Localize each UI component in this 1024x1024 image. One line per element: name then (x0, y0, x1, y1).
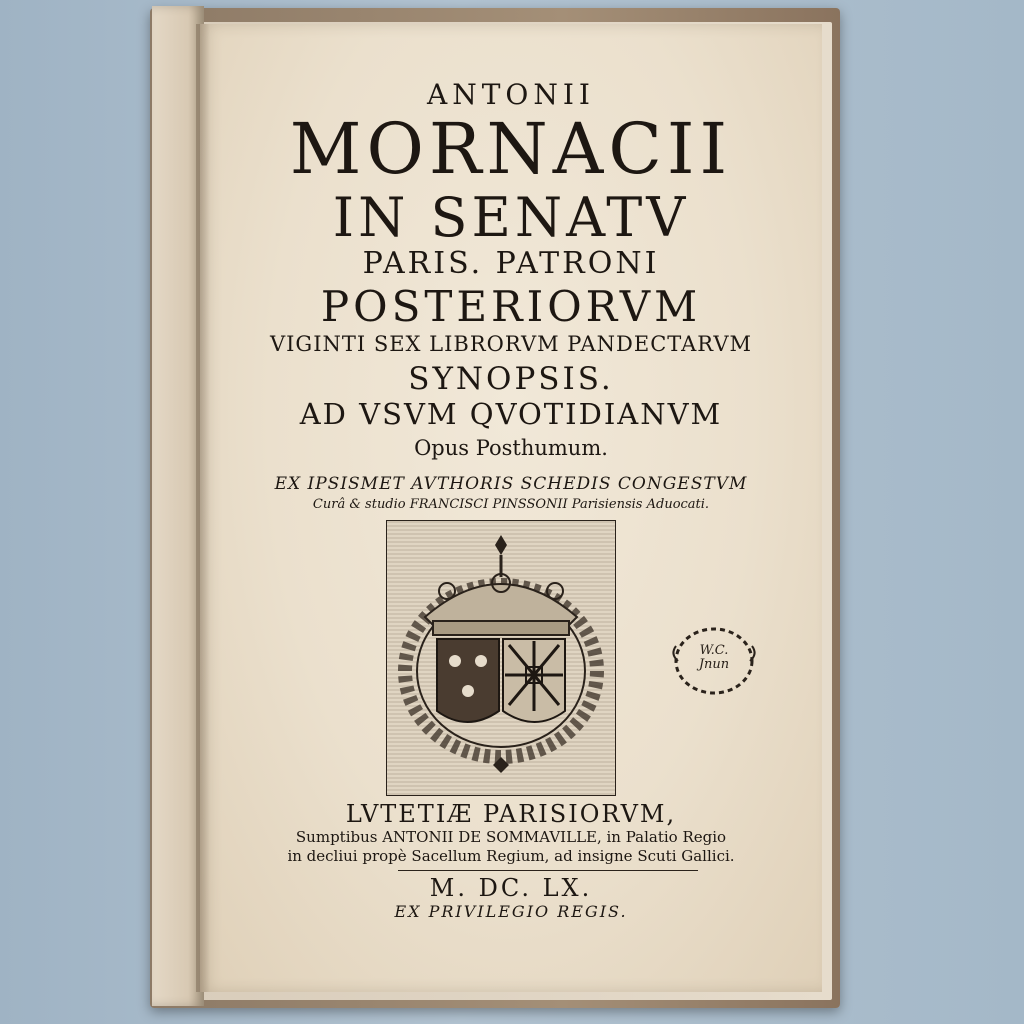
title-line-posteriorum: POSTERIORVM (320, 282, 702, 331)
title-line-ad-usum: AD VSVM QVOTIDIANVM (299, 397, 723, 431)
author-first-name: ANTONII (427, 78, 595, 111)
imprint-rule (398, 870, 698, 871)
ownership-stamp (668, 618, 760, 704)
stamp-line-2: Jnun (698, 657, 730, 672)
title-line-synopsis: SYNOPSIS. (408, 361, 614, 397)
title-line-ex-ipsismet: EX IPSISMET AVTHORIS SCHEDIS CONGESTVM (274, 474, 748, 494)
title-line-paris-patroni: PARIS. PATRONI (362, 246, 660, 281)
imprint-place: LVTETIÆ PARISIORVM, (345, 800, 677, 828)
stamp-monogram (682, 644, 746, 672)
royal-arms-france-navarre-icon (387, 521, 615, 795)
stamp-line-1: W.C. (699, 643, 729, 658)
royal-arms-engraving (386, 520, 616, 796)
imprint-publisher-line: Sumptibus ANTONII DE SOMMAVILLE, in Palatio Regio (295, 828, 727, 846)
privilege-line: EX PRIVILEGIO REGIS. (394, 902, 628, 921)
imprint-address-line: in decliui propè Sacellum Regium, ad insigne Scuti Gallici. (287, 847, 735, 865)
title-line-opus-posthumum: Opus Posthumum. (414, 436, 608, 460)
title-line-senatu: IN SENATV (332, 186, 690, 249)
title-line-viginti: VIGINTI SEX LIBRORVM PANDECTARVM (269, 332, 753, 356)
title-line-editor: Curâ & studio FRANCISCI PINSSONII Parisiensis Aduocati. (312, 497, 710, 512)
author-surname: MORNACII (289, 108, 733, 190)
publication-date: M. DC. LX. (429, 874, 593, 902)
